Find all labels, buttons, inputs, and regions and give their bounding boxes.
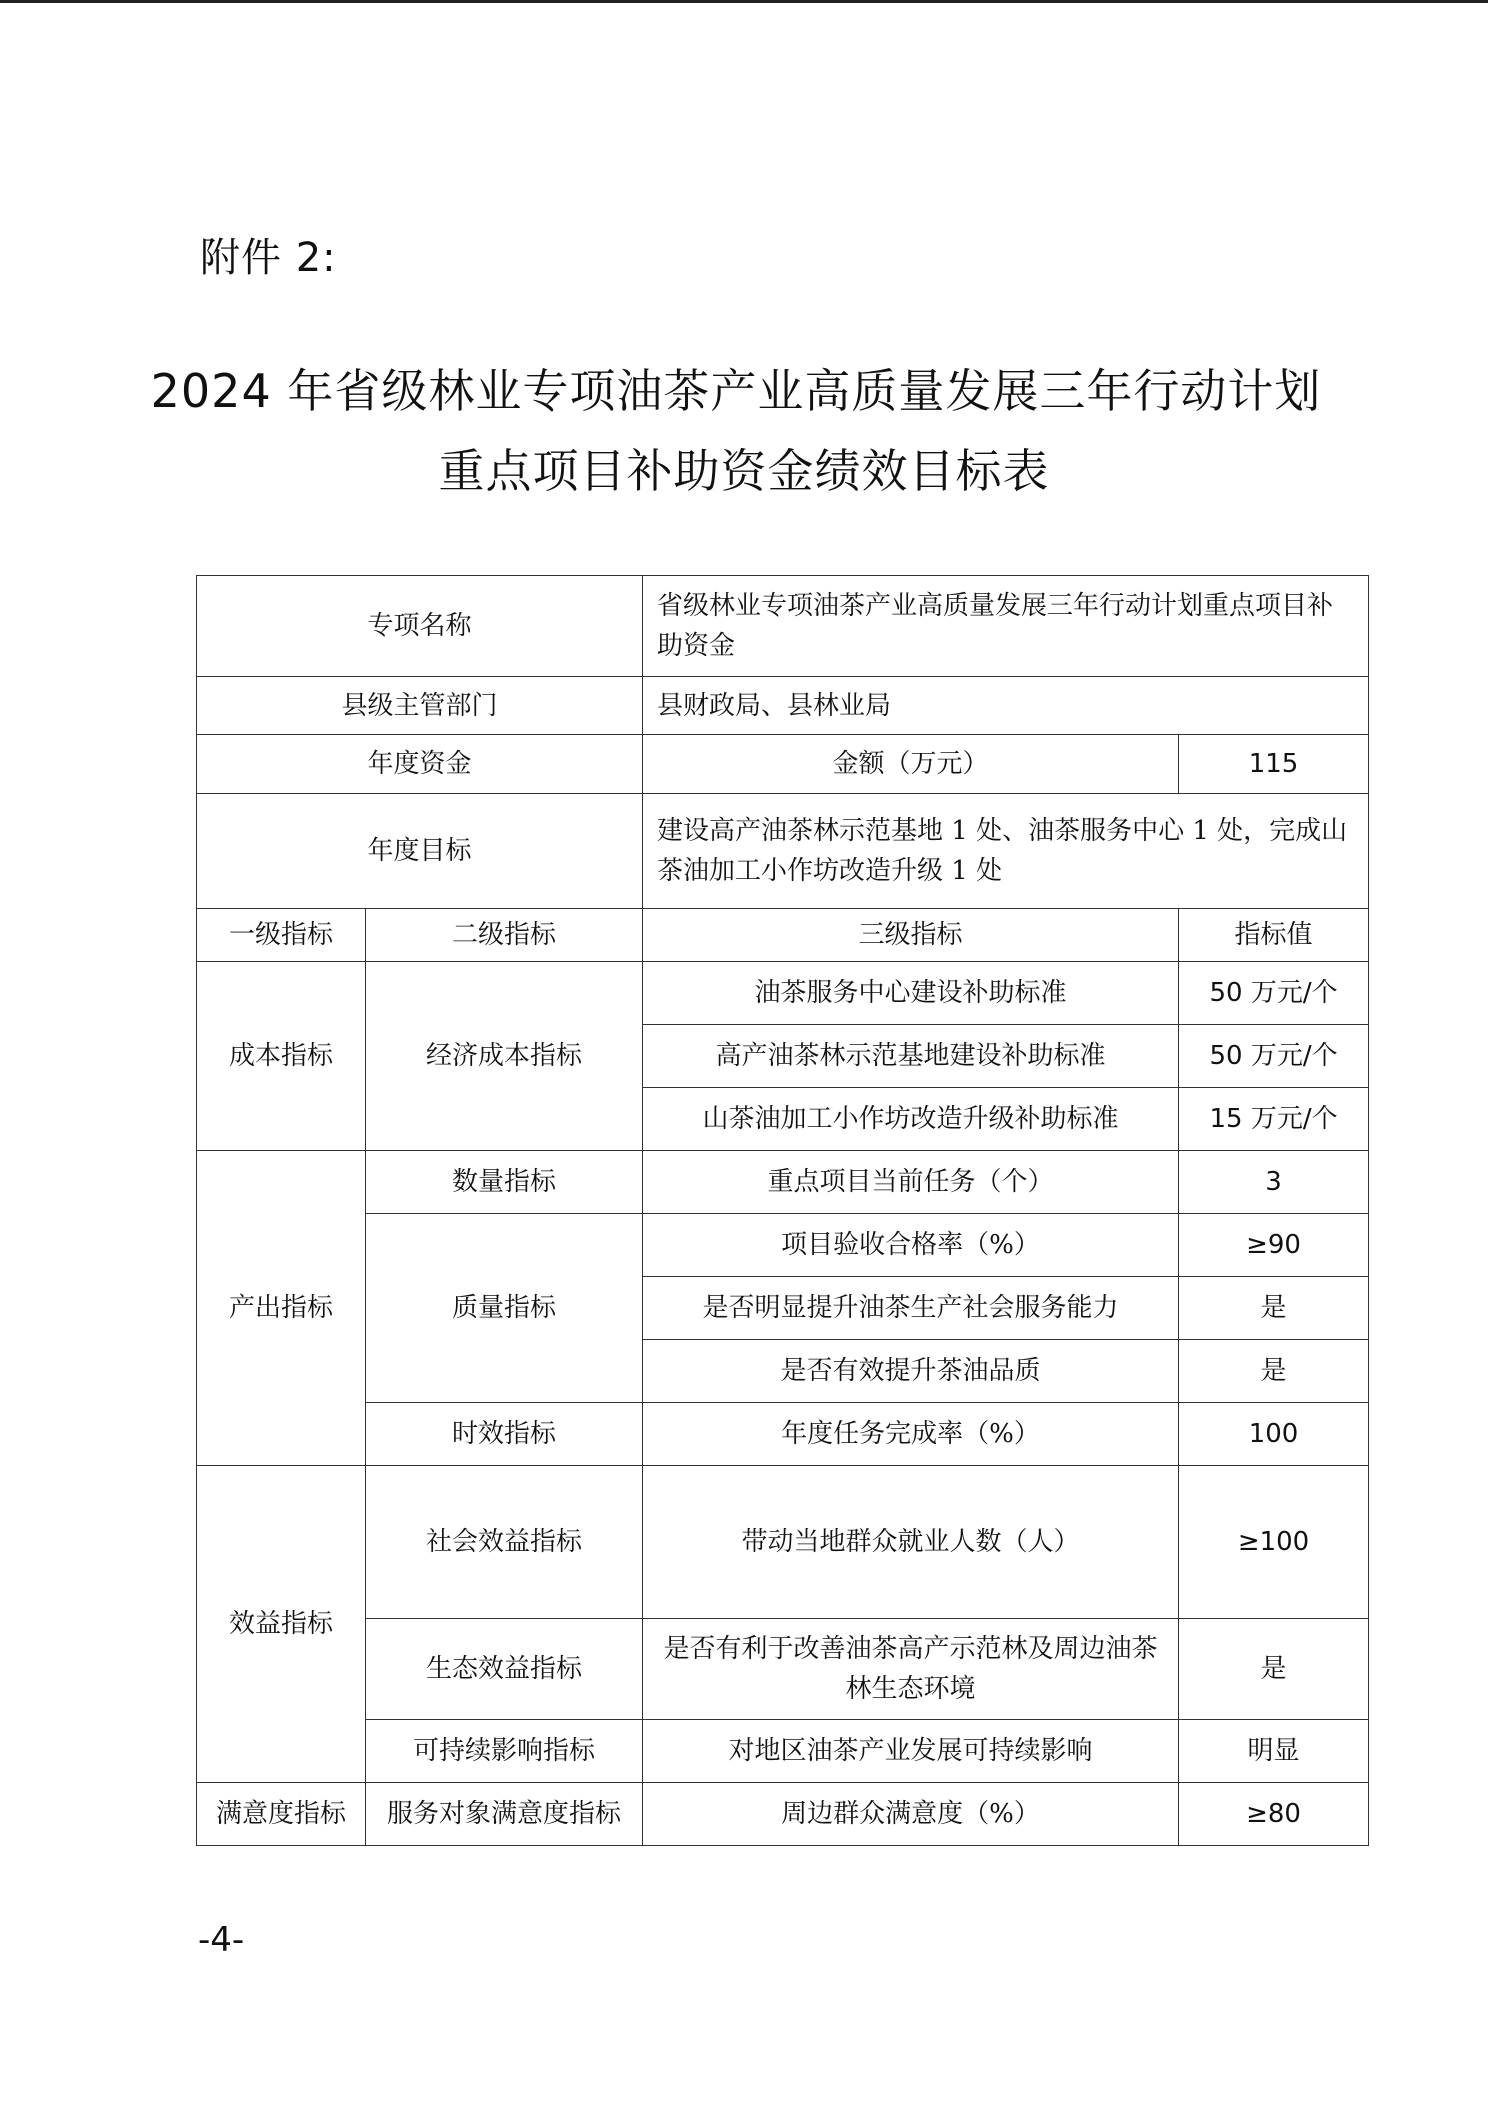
header-level1: 一级指标	[197, 909, 366, 962]
output-indicator-label: 产出指标	[197, 1151, 366, 1466]
indicator-name: 高产油茶林示范基地建设补助标准	[643, 1025, 1179, 1088]
indicator-name: 油茶服务中心建设补助标准	[643, 962, 1179, 1025]
header-level2: 二级指标	[366, 909, 643, 962]
indicator-name: 是否明显提升油茶生产社会服务能力	[643, 1277, 1179, 1340]
annual-goal-label: 年度目标	[197, 794, 643, 909]
benefit-indicator-label: 效益指标	[197, 1466, 366, 1783]
table-row	[197, 576, 1369, 677]
indicator-value: 3	[1179, 1151, 1369, 1214]
indicator-value: 50 万元/个	[1179, 962, 1369, 1025]
performance-target-table	[196, 575, 1369, 1846]
table-row	[197, 1720, 1369, 1783]
indicator-value: 15 万元/个	[1179, 1088, 1369, 1151]
document-title-line1: 2024 年省级林业专项油茶产业高质量发展三年行动计划	[150, 364, 1322, 418]
sustainability-label: 可持续影响指标	[366, 1720, 643, 1783]
amount-value: 115	[1179, 735, 1369, 794]
page-number: -4-	[198, 1920, 245, 1960]
indicator-name: 年度任务完成率（%）	[643, 1403, 1179, 1466]
table-row	[197, 1403, 1369, 1466]
department-label: 县级主管部门	[197, 677, 643, 735]
table-row	[197, 1466, 1369, 1619]
indicator-name: 山茶油加工小作坊改造升级补助标准	[643, 1088, 1179, 1151]
table-row	[197, 962, 1369, 1025]
project-name-label: 专项名称	[197, 576, 643, 677]
service-satisfaction-label: 服务对象满意度指标	[366, 1783, 643, 1846]
top-border-line	[0, 0, 1488, 3]
quantity-indicator-label: 数量指标	[366, 1151, 643, 1214]
timeliness-indicator-label: 时效指标	[366, 1403, 643, 1466]
quality-indicator-label: 质量指标	[366, 1214, 643, 1403]
indicator-value: ≥90	[1179, 1214, 1369, 1277]
attachment-label: 附件 2:	[200, 235, 337, 281]
amount-label: 金额（万元）	[643, 735, 1179, 794]
annual-funds-label: 年度资金	[197, 735, 643, 794]
eco-benefit-label: 生态效益指标	[366, 1619, 643, 1720]
indicator-value: 是	[1179, 1619, 1369, 1720]
department-value: 县财政局、县林业局	[643, 677, 1369, 735]
table-row	[197, 735, 1369, 794]
indicator-value: ≥100	[1179, 1466, 1369, 1619]
header-level3: 三级指标	[643, 909, 1179, 962]
document-title-line2: 重点项目补助资金绩效目标表	[438, 444, 1050, 498]
table-row	[197, 1783, 1369, 1846]
table-row	[197, 677, 1369, 735]
indicator-name: 项目验收合格率（%）	[643, 1214, 1179, 1277]
table-row	[197, 794, 1369, 909]
indicator-value: ≥80	[1179, 1783, 1369, 1846]
project-name-value: 省级林业专项油茶产业高质量发展三年行动计划重点项目补助资金	[643, 576, 1369, 677]
indicator-name: 对地区油茶产业发展可持续影响	[643, 1720, 1179, 1783]
economic-cost-label: 经济成本指标	[366, 962, 643, 1151]
indicator-value: 是	[1179, 1277, 1369, 1340]
table-row	[197, 1151, 1369, 1214]
indicator-value: 明显	[1179, 1720, 1369, 1783]
table-row	[197, 1214, 1369, 1277]
indicator-value: 50 万元/个	[1179, 1025, 1369, 1088]
indicator-value: 是	[1179, 1340, 1369, 1403]
indicator-name: 重点项目当前任务（个）	[643, 1151, 1179, 1214]
cost-indicator-label: 成本指标	[197, 962, 366, 1151]
social-benefit-label: 社会效益指标	[366, 1466, 643, 1619]
table-header-row	[197, 909, 1369, 962]
indicator-name: 是否有利于改善油茶高产示范林及周边油茶林生态环境	[643, 1619, 1179, 1720]
indicator-name: 周边群众满意度（%）	[643, 1783, 1179, 1846]
annual-goal-value: 建设高产油茶林示范基地 1 处、油茶服务中心 1 处，完成山茶油加工小作坊改造升级 1 处	[643, 794, 1369, 909]
satisfaction-indicator-label: 满意度指标	[197, 1783, 366, 1846]
indicator-name: 带动当地群众就业人数（人）	[643, 1466, 1179, 1619]
table-row	[197, 1619, 1369, 1720]
header-value: 指标值	[1179, 909, 1369, 962]
indicator-name: 是否有效提升茶油品质	[643, 1340, 1179, 1403]
indicator-value: 100	[1179, 1403, 1369, 1466]
